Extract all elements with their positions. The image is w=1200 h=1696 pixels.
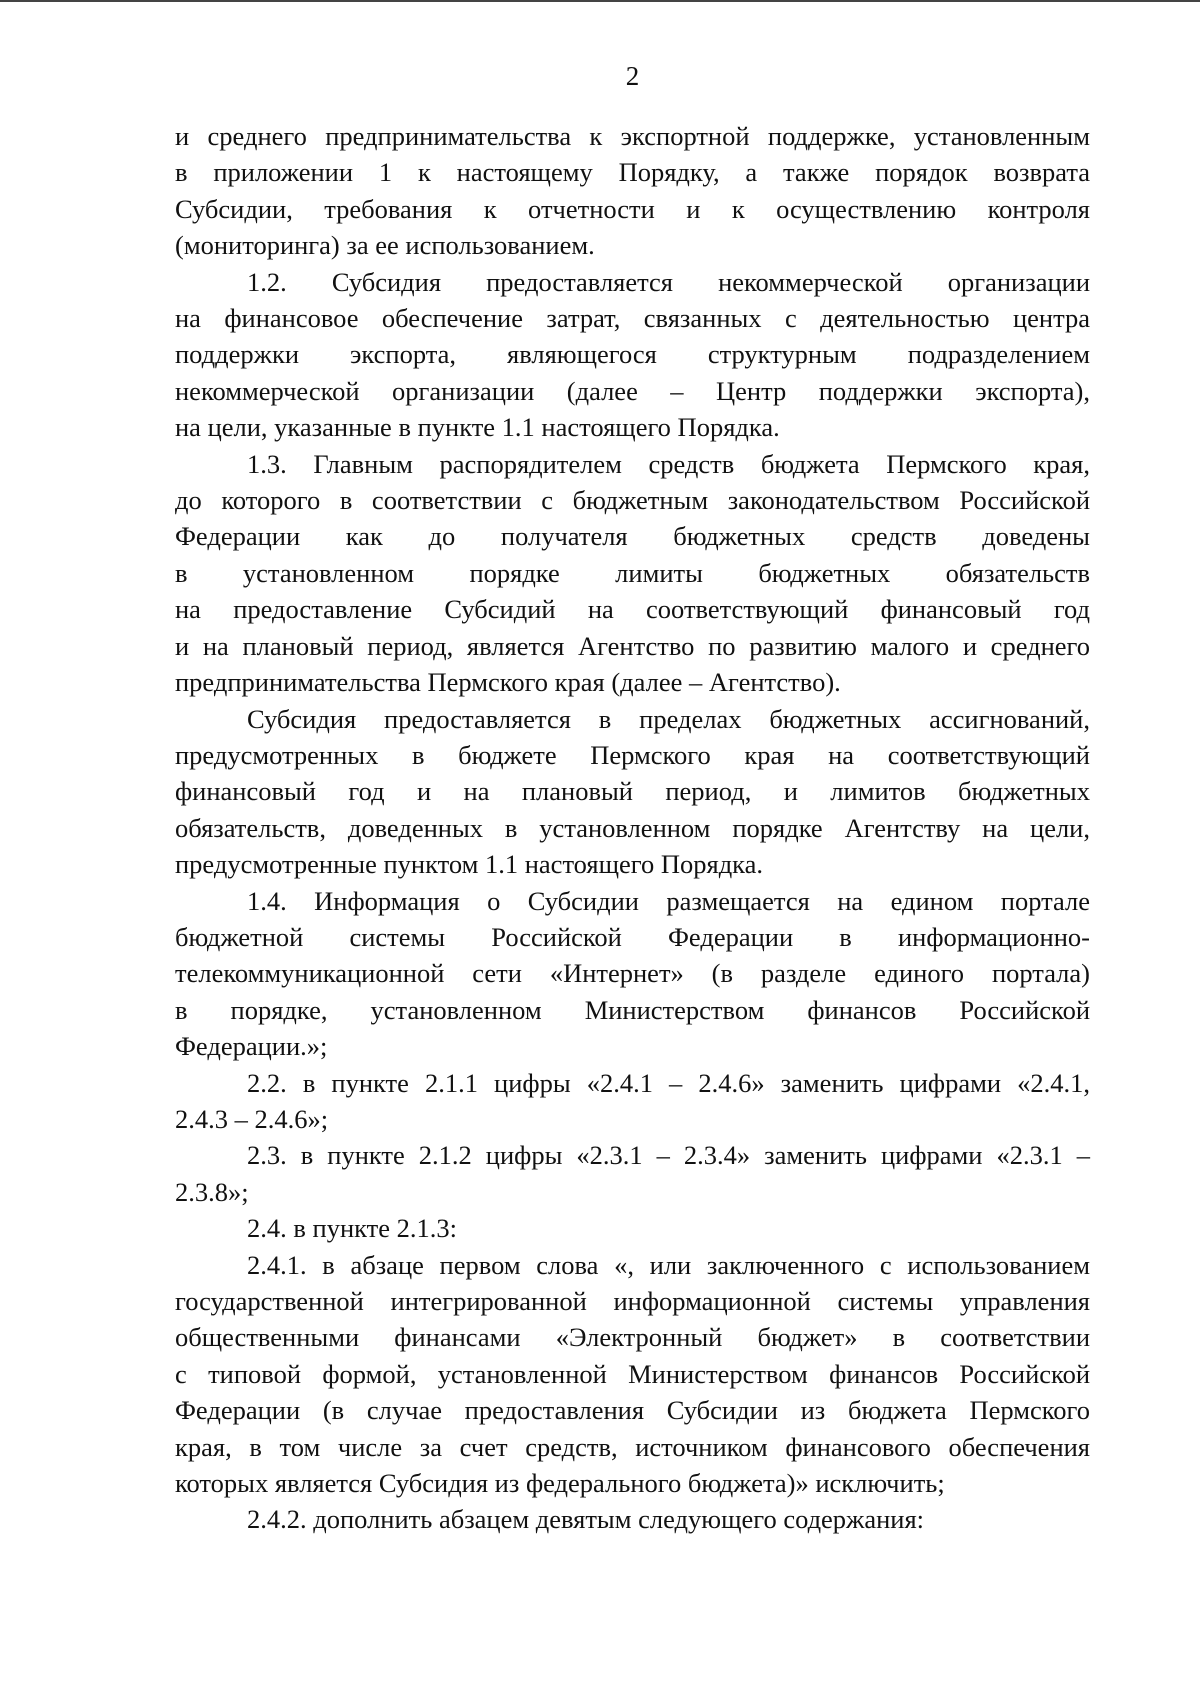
text-line: Федерации как до получателя бюджетных средств доведены [175, 521, 1090, 552]
text-line: с типовой формой, установленной Министерством финансов Российской [175, 1358, 1090, 1389]
document-body [175, 118, 1090, 1538]
paragraph-p9 [175, 1501, 1090, 1537]
text-line: обязательств, доведенных в установленном порядке Агентству на цели, [175, 812, 1090, 843]
text-line: Субсидии, требования к отчетности и к осуществлению контроля [175, 193, 1090, 224]
paragraph-p7 [175, 1210, 1090, 1246]
text-line: финансовый год и на плановый период, и лимитов бюджетных [175, 776, 1090, 807]
text-line: края, в том числе за счет средств, источником финансового обеспечения [175, 1431, 1090, 1462]
paragraph-p0 [175, 118, 1090, 264]
text-line: 2.3. в пункте 2.1.2 цифры «2.3.1 – 2.3.4» заменить цифрами «2.3.1 – [247, 1140, 1090, 1171]
paragraph-p8 [175, 1247, 1090, 1502]
text-line: телекоммуникационной сети «Интернет» (в разделе единого портала) [175, 958, 1090, 989]
text-line: в установленном порядке лимиты бюджетных обязательств [175, 557, 1090, 588]
text-line: (мониторинга) за ее использованием. [175, 230, 595, 261]
scan-top-edge [0, 0, 1200, 2]
text-line: которых является Субсидия из федерального бюджета)» исключить; [175, 1468, 945, 1499]
paragraph-p1 [175, 264, 1090, 446]
text-line: 2.4.2. дополнить абзацем девятым следующего содержания: [247, 1504, 925, 1535]
text-line: 2.3.8»; [175, 1176, 249, 1207]
text-line: до которого в соответствии с бюджетным законодательством Российской [175, 485, 1090, 516]
paragraph-p4 [175, 883, 1090, 1065]
paragraph-p2 [175, 446, 1090, 701]
text-line: и среднего предпринимательства к экспортной поддержке, установленным [175, 121, 1090, 151]
page-number: 2 [625, 61, 640, 91]
text-line: на предоставление Субсидий на соответствующий финансовый год [175, 594, 1090, 625]
text-line: 2.4. в пункте 2.1.3: [247, 1213, 457, 1244]
text-line: 2.2. в пункте 2.1.1 цифры «2.4.1 – 2.4.6» заменить цифрами «2.4.1, [247, 1067, 1090, 1098]
text-line: бюджетной системы Российской Федерации в информационно- [175, 921, 1090, 952]
text-line: общественными финансами «Электронный бюджет» в соответствии [175, 1322, 1090, 1353]
text-line: в порядке, установленном Министерством финансов Российской [175, 994, 1090, 1025]
text-line: Федерации (в случае предоставления Субсидии из бюджета Пермского [175, 1395, 1090, 1426]
text-line: в приложении 1 к настоящему Порядку, а также порядок возврата [175, 157, 1090, 188]
paragraph-p5 [175, 1065, 1090, 1138]
text-line: предпринимательства Пермского края (далее – Агентство). [175, 667, 841, 698]
text-line: предусмотренных в бюджете Пермского края на соответствующий [175, 739, 1090, 770]
text-line: Федерации.»; [175, 1031, 328, 1062]
text-line: 1.3. Главным распорядителем средств бюджета Пермского края, [247, 448, 1090, 479]
text-line: некоммерческой организации (далее – Центр поддержки экспорта), [175, 375, 1090, 406]
text-line: Субсидия предоставляется в пределах бюджетных ассигнований, [247, 703, 1090, 734]
text-line: 2.4.3 – 2.4.6»; [175, 1103, 329, 1134]
document-page [175, 58, 1090, 1538]
text-line: 1.4. Информация о Субсидии размещается на едином портале [247, 885, 1090, 916]
text-line: государственной интегрированной информационной системы управления [175, 1286, 1090, 1316]
paragraph-p3 [175, 701, 1090, 883]
text-line: и на плановый период, является Агентство по развитию малого и среднего [175, 630, 1090, 661]
text-line: 2.4.1. в абзаце первом слова «, или заключенного с использованием [247, 1249, 1090, 1280]
text-line: предусмотренные пунктом 1.1 настоящего Порядка. [175, 849, 764, 880]
text-line: поддержки экспорта, являющегося структурным подразделением [175, 339, 1090, 370]
text-line: на финансовое обеспечение затрат, связанных с деятельностью центра [175, 303, 1090, 334]
paragraph-p6 [175, 1137, 1090, 1210]
text-line: 1.2. Субсидия предоставляется некоммерческой организации [247, 266, 1090, 297]
text-line: на цели, указанные в пункте 1.1 настоящего Порядка. [175, 412, 780, 443]
